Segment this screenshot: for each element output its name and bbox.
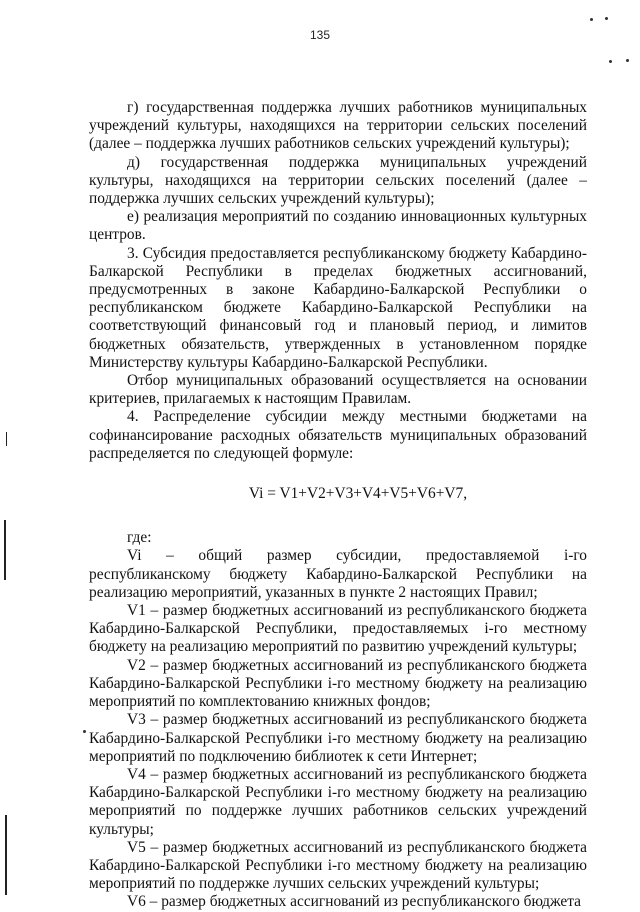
definition-v5: V5 – размер бюджетных ассигнований из республиканского бюджета Кабардино-Балкарской Республики i-го местному бюджету на реализацию мероприятий по поддержке лучших сельских учреждений культуры;	[89, 838, 587, 893]
paragraph-e: е) реализация мероприятий по созданию инновационных культурных центров.	[89, 208, 587, 244]
definition-v4: V4 – размер бюджетных ассигнований из республиканского бюджета Кабардино-Балкарской Республики i-го местному бюджету на реализацию мероприятий по поддержке лучших работников сельских учреждений культуры;	[89, 765, 587, 838]
paragraph-3: 3. Субсидия предоставляется республиканскому бюджету Кабардино-Балкарской Республики в пределах бюджетных ассигнований, предусмотренных в законе Кабардино-Балкарской Республики о республиканском бюджете Кабардино-Балкарской Республики на соответствующий финансовый год и плановый период, и лимитов бюджетных обязательств, утвержденных в установленном порядке Министерству культуры Кабардино-Балкарской Республики.	[89, 244, 587, 371]
scan-margin-line	[6, 432, 7, 446]
definition-v2: V2 – размер бюджетных ассигнований из республиканского бюджета Кабардино-Балкарской Республики i-го местному бюджету на реализацию мероприятий по комплектованию книжных фондов;	[89, 656, 587, 711]
scan-speck	[590, 18, 593, 21]
scan-speck	[626, 59, 629, 62]
paragraph-g: г) государственная поддержка лучших работников муниципальных учреждений культуры, находящихся на территории сельских поселений (далее – поддержка лучших работников сельских учреждений культуры);	[89, 99, 587, 153]
page-number: 135	[309, 28, 331, 42]
where-label: где:	[127, 529, 152, 547]
definition-v3: V3 – размер бюджетных ассигнований из республиканского бюджета Кабардино-Балкарской Республики i-го местному бюджету на реализацию мероприятий по подключению библиотек к сети Интернет;	[89, 711, 587, 765]
scan-speck	[605, 17, 608, 20]
scan-margin-line	[4, 520, 6, 580]
scan-speck	[609, 60, 612, 63]
definition-v6: V6 – размер бюджетных ассигнований из республиканского бюджета	[127, 893, 581, 911]
definition-vi: Vi – общий размер субсидии, предоставляемой i-го республиканскому бюджету Кабардино-Балкарской Республики на реализацию мероприятий, указанных в пункте 2 настоящих Правил;	[89, 547, 587, 601]
paragraph-4: 4. Распределение субсидии между местными бюджетами на софинансирование расходных обязательств муниципальных образований распределяется по следующей формуле:	[89, 408, 587, 462]
definition-v1: V1 – размер бюджетных ассигнований из республиканского бюджета Кабардино-Балкарской Республики, предоставляемых i-го местному бюджету на реализацию мероприятий по развитию учреждений культуры;	[89, 602, 587, 656]
formula: Vi = V1+V2+V3+V4+V5+V6+V7,	[248, 485, 468, 503]
paragraph-d: д) государственная поддержка муниципальных учреждений культуры, находящихся на территории сельских поселений (далее – поддержка лучших сельских учреждений культуры);	[89, 153, 587, 208]
scan-speck	[83, 730, 86, 733]
document-body	[89, 99, 587, 912]
paragraph-selection: Отбор муниципальных образований осуществляется на основании критериев, прилагаемых к настоящим Правилам.	[89, 372, 587, 408]
scan-margin-line	[5, 815, 7, 895]
